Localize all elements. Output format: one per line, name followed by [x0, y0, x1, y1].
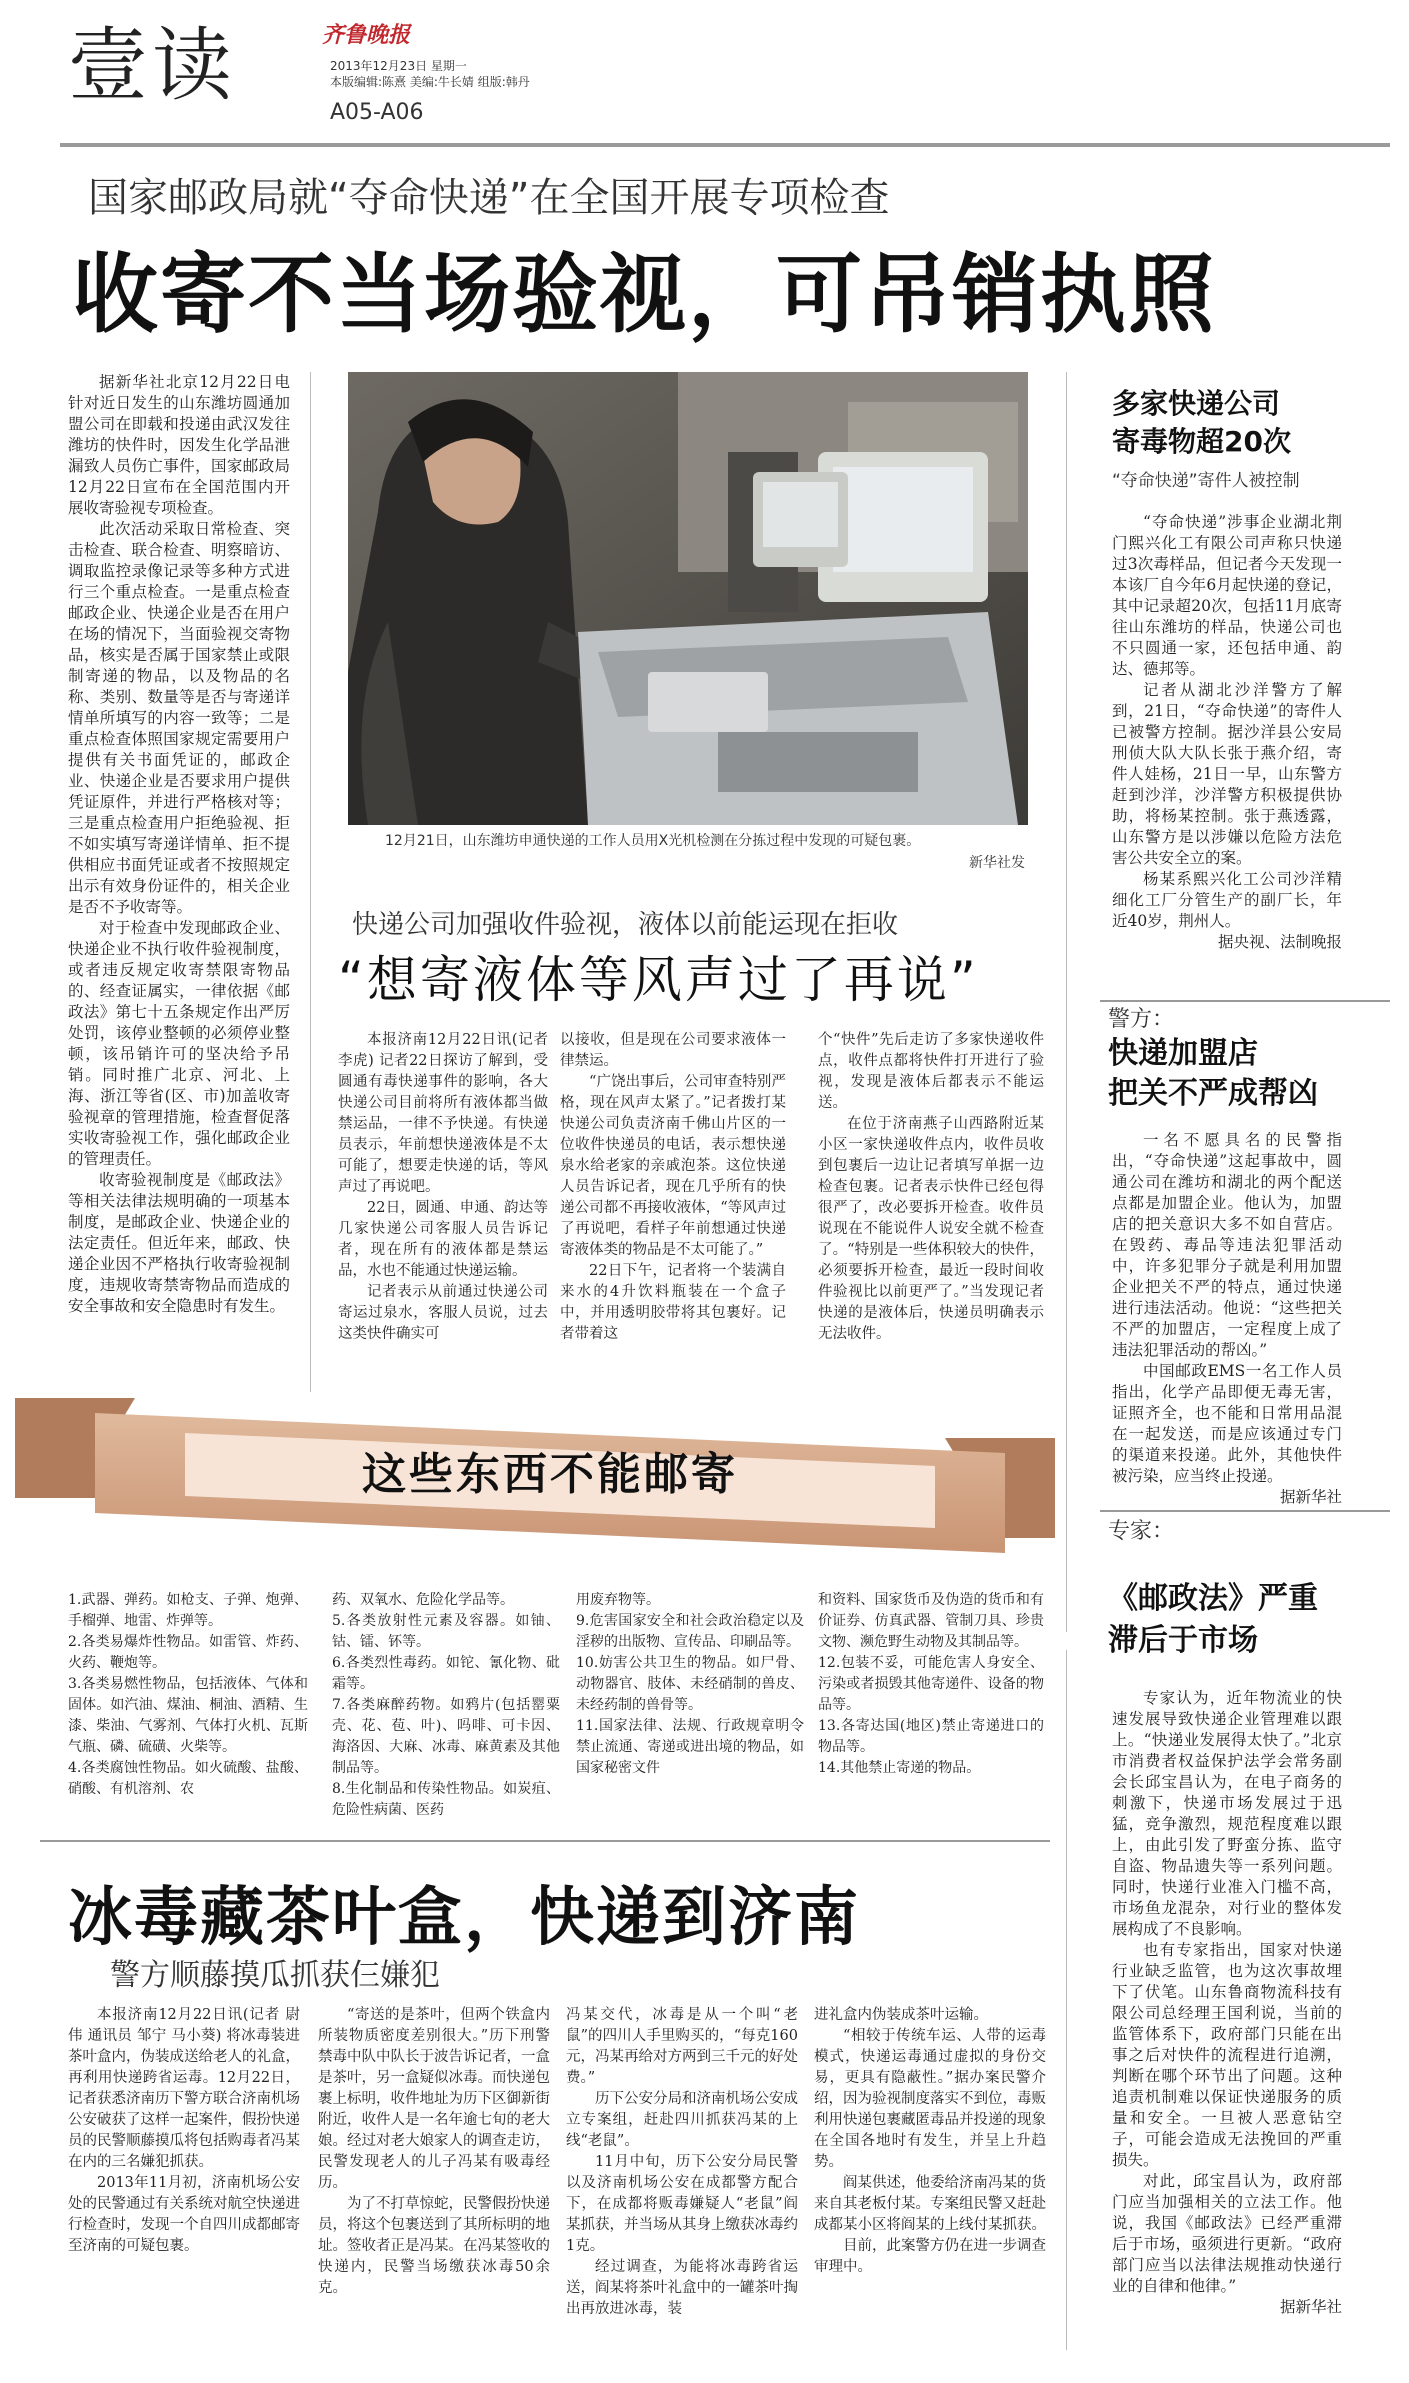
- drug-column-3: [566, 2005, 798, 2320]
- list-item: 2.各类易爆炸性物品。如雷管、炸药、火药、鞭炮等。: [68, 1634, 308, 1671]
- list-item: 10.妨害公共卫生的物品。如尸骨、动物器官、肢体、未经硝制的兽皮、未经药制的兽骨等。: [576, 1655, 804, 1713]
- main-headline: 收寄不当场验视，可吊销执照: [72, 245, 1216, 345]
- list-item: 9.危害国家安全和社会政治稳定以及淫秽的出版物、宣传品、印刷品等。: [576, 1613, 804, 1650]
- paragraph: 杨某系熙兴化工公司沙洋精细化工厂分管生产的副厂长，年近40岁，荆州人。: [1112, 870, 1342, 930]
- paragraph: 目前，此案警方仍在进一步调查审理中。: [814, 2238, 1046, 2275]
- paragraph: 22日，圆通、申通、韵达等几家快递公司客服人员告诉记者，现在所有的液体都是禁运品，水也不能通过快递运输。: [338, 1200, 548, 1279]
- paragraph: 2013年11月初，济南机场公安处的民警通过有关系统对航空快递进行检查时，发现一个自四川成都邮寄至济南的可疑包裹。: [68, 2175, 300, 2254]
- paragraph: 22日下午，记者将一个装满自来水的4升饮料瓶装在一个盒子中，并用透明胶带将其包裹好。记者带着这: [560, 1263, 786, 1342]
- drug-headline: 冰毒藏茶叶盒，快递到济南: [68, 1881, 860, 1955]
- paragraph: 冯某交代，冰毒是从一个叫“老鼠”的四川人手里购买的，“每克160元，冯某再给对方两到三千元的好处费。”: [566, 2007, 798, 2086]
- side1-headline-line1: 多家快递公司: [1112, 387, 1281, 420]
- newspaper-logo: 齐鲁晚报: [322, 22, 411, 48]
- column-divider: [1066, 1650, 1067, 2350]
- list-item: 11.国家法律、法规、行政规章明令禁止流通、寄递或进出境的物品，如国家秘密文件: [576, 1718, 804, 1776]
- section-rule: [40, 1840, 1050, 1842]
- list-item: 药、双氧水、危险化学品等。: [332, 1592, 514, 1608]
- masthead-info: [330, 58, 530, 90]
- side1-headline-line2: 寄毒物超20次: [1112, 425, 1291, 458]
- news-photo: [348, 372, 1028, 825]
- xray-inspection-photo: [348, 372, 1028, 825]
- main-article-column: [68, 372, 290, 1317]
- paragraph: 历下公安分局和济南机场公安成立专案组，赶赴四川抓获冯某的上线“老鼠”。: [566, 2091, 798, 2149]
- paragraph: 对于检查中发现邮政企业、快递企业不执行收件验视制度，或者违反规定收寄禁限寄物品的、经查证属实，一律依据《邮政法》第七十五条规定作出严厉处罚，该停业整顿的必须停业整顿，该吊销许可的坚决给予吊销。同时推广北京、河北、上海、浙江等省(区、市)加盖收寄验视章的管理措施，检查督促落实收寄验视工作，强化邮政企业的管理责任。: [68, 919, 290, 1168]
- list-item: 用废弃物等。: [576, 1592, 660, 1608]
- paragraph: 一名不愿具名的民警指出，“夺命快递”这起事故中，圆通公司在潍坊和湖北的两个配送点都是加盟企业。他认为，加盟店的把关意识大多不如自营店。在毁药、毒品等违法犯罪活动中，许多犯罪分子就是利用加盟企业把关不严的特点，通过快递进行违法活动。他说：“这些把关不严的加盟店，一定程度上成了违法犯罪活动的帮凶。”: [1112, 1131, 1342, 1359]
- paragraph: 记者从湖北沙洋警方了解到，21日，“夺命快递”的寄件人已被警方控制。据沙洋县公安局刑侦大队大队长张于燕介绍，寄件人娃杨，21日一早，山东警方赶到沙洋，沙洋警方积极提供协助，将杨某控制。张于燕透露，山东警方是以涉嫌以危险方法危害公共安全立的案。: [1112, 681, 1342, 867]
- paragraph: 11月中旬，历下公安分局民警以及济南机场公安在成都警方配合下，在成都将贩毒嫌疑人“老鼠”阎某抓获，并当场从其身上缴获冰毒约1克。: [566, 2154, 798, 2254]
- list-item: 12.包装不妥，可能危害人身安全、污染或者损毁其他寄递件、设备的物品等。: [818, 1655, 1044, 1713]
- paragraph: 在位于济南燕子山西路附近某小区一家快递收件点内，收件员收到包裹后一边让记者填写单据一边检查包裹。记者表示快件已经包得很严了，改必要拆开检查。收件员说现在不能说件人说安全就不检查了。“特别是一些体积较大的快件，必须要拆开检查，最近一段时间收件验视比以前更严了。”当发现记者快递的是液体后，快递员明确表示无法收件。: [818, 1116, 1044, 1342]
- photo-caption-block: [385, 830, 1025, 874]
- list-item: 4.各类腐蚀性物品。如火硫酸、盐酸、硝酸、有机溶剂、农: [68, 1760, 308, 1797]
- photo-caption: 12月21日，山东潍坊申通快递的工作人员用X光机检测在分拣过程中发现的可疑包裹。: [385, 833, 921, 849]
- side2-label: 警方：: [1108, 1007, 1175, 1032]
- list-item: 和资料、国家货币及伪造的货币和有价证券、仿真武器、管制刀具、珍贵文物、濒危野生动物及其制品等。: [818, 1592, 1044, 1650]
- paragraph: 记者表示从前通过快递公司寄运过泉水，客服人员说，过去这类快件确实可: [338, 1284, 548, 1342]
- banned-list-column-4: [818, 1590, 1044, 1779]
- side3-article: [1112, 1688, 1342, 2318]
- side3-credit: 据新华社: [1279, 2298, 1342, 2316]
- drug-column-2: [318, 2005, 550, 2299]
- side1-credit: 据央视、法制晚报: [1217, 933, 1342, 951]
- liquid-column-1: [338, 1030, 548, 1345]
- list-item: 5.各类放射性元素及容器。如铀、钴、镭、钚等。: [332, 1613, 560, 1650]
- main-kicker: 国家邮政局就“夺命快递”在全国开展专项检查: [88, 175, 890, 221]
- paragraph: 进礼盒内伪装成茶叶运输。: [814, 2007, 988, 2023]
- liquid-column-3: [818, 1030, 1044, 1345]
- list-item: 6.各类烈性毒药。如铊、氰化物、砒霜等。: [332, 1655, 560, 1692]
- side1-subhead: “夺命快递”寄件人被控制: [1112, 471, 1300, 491]
- paragraph: 经过调查，为能将冰毒跨省运送，阎某将茶叶礼盒中的一罐茶叶掏出再放进冰毒，装: [566, 2259, 798, 2317]
- side3-headline-line1: 《邮政法》严重: [1108, 1581, 1318, 1616]
- paragraph: 据新华社北京12月22日电 针对近日发生的山东潍坊圆通加盟公司在即载和投递由武汉发往潍坊的快件时，因发生化学品泄漏致人员伤亡事件，国家邮政局12月22日宣布在全国范围内开展收寄验视专项检查。: [68, 373, 290, 517]
- drug-column-1: [68, 2005, 300, 2257]
- liquid-column-2: [560, 1030, 786, 1345]
- paragraph: 专家认为，近年物流业的快速发展导致快递企业管理难以跟上。“快递业发展得太快了。”北京市消费者权益保护法学会常务副会长邱宝昌认为，在电子商务的刺激下，快递市场发展过于迅猛，竞争激烈，规范程度难以跟上，由此引发了野蛮分拣、监守自盗、物品遗失等一系列问题。同时，快递行业准入门槛不高，市场鱼龙混杂，对行业的整体发展构成了不良影响。: [1112, 1689, 1342, 1938]
- side3-label: 专家：: [1108, 1519, 1175, 1544]
- side2-headline-line1: 快递加盟店: [1108, 1036, 1258, 1071]
- side3-headline-line2: 滞后于市场: [1108, 1623, 1258, 1658]
- side3-headline: [1108, 1578, 1318, 1662]
- paragraph: 本报济南12月22日讯(记者 尉伟 通讯员 邹宁 马小葵) 将冰毒装进茶叶盒内，伪装成送给老人的礼盒，再利用快递跨省运毒。12月22日，记者获悉济南历下警方联合济南机场公安破获了这样一起案件，假扮快递员的民警顺藤摸瓜将包括购毒者冯某在内的三名嫌犯抓获。: [68, 2007, 300, 2170]
- side3-rule: [1100, 1510, 1390, 1512]
- page-range: A05-A06: [330, 100, 424, 125]
- side2-article: [1112, 1130, 1342, 1508]
- side2-headline-line2: 把关不严成帮凶: [1108, 1076, 1318, 1111]
- side1-article: [1112, 512, 1342, 953]
- column-divider: [1066, 372, 1067, 1632]
- drug-subhead: 警方顺藤摸瓜抓获仨嫌犯: [110, 1958, 440, 1993]
- paragraph: 收寄验视制度是《邮政法》等相关法律法规明确的一项基本制度，是邮政企业、快递企业的法定责任。但近年来，邮政、快递企业因不严格执行收寄验视制度，违规收寄禁寄物品而造成的安全事故和安全隐患时有发生。: [68, 1171, 290, 1315]
- paragraph: 以接收，但是现在公司要求液体一律禁运。: [560, 1032, 786, 1069]
- paragraph: “广饶出事后，公司审查特别严格，现在风声太紧了。”记者拨打某快递公司负责济南千佛山片区的一位收件快递员的电话，表示想快递泉水给老家的亲戚泡茶。这位快递人员告诉记者，现在几乎所有的快递公司都不再接收液体，“等风声过了再说吧，看样子年前想通过快递寄液体类的物品是不太可能了。”: [560, 1074, 786, 1258]
- section-title: 壹读: [68, 19, 236, 112]
- paragraph: 也有专家指出，国家对快递行业缺乏监管，也为这次事故埋下了伏笔。山东鲁商物流科技有限公司总经理王国利说，当前的监管体系下，政府部门只能在出事之后对快件的流程进行追溯，判断在哪个环节出了问题。这种追责机制难以保证快递服务的质量和安全。一旦被人恶意钻空子，可能会造成无法挽回的严重损失。: [1112, 1941, 1342, 2169]
- list-item: 8.生化制品和传染性物品。如炭疽、危险性病菌、医药: [332, 1781, 560, 1818]
- side1-headline: [1112, 385, 1291, 461]
- paragraph: 对此，邱宝昌认为，政府部门应当加强相关的立法工作。他说，我国《邮政法》已经严重滞后于市场，亟须进行更新。“政府部门应当以法律法规推动快递行业的自律和他律。”: [1112, 2172, 1342, 2295]
- paragraph: 此次活动采取日常检查、突击检查、联合检查、明察暗访、调取监控录像记录等多种方式进行三个重点检查。一是重点检查邮政企业、快递企业是否在用户在场的情况下，当面验视交寄物品，核实是否属于国家禁止或限制寄递的物品，以及物品的名称、类别、数量等是否与寄递详情单所填写的内容一致等；二是重点检查体照国家规定需要用户提供有关书面凭证的，邮政企业、快递企业是否要求用户提供凭证原件，并进行严格核对等；三是重点检查用户拒绝验视、拒不如实填写寄递详情单、拒不提供相应书面凭证或者不按照规定出示有效身份证件的，相关企业是否不予收寄等。: [68, 520, 290, 916]
- side2-credit: 据新华社: [1279, 1488, 1342, 1506]
- masthead-rule: [60, 143, 1390, 147]
- side2-headline: [1108, 1034, 1318, 1114]
- liquid-kicker: 快递公司加强收件验视，液体以前能运现在拒收: [352, 910, 899, 940]
- liquid-headline: “想寄液体等风声过了再说”: [338, 951, 979, 1009]
- paragraph: 阎某供述，他委给济南冯某的货来自其老板付某。专案组民警又赶赴成都某小区将阎某的上线付某抓获。: [814, 2175, 1046, 2233]
- list-item: 3.各类易燃性物品，包括液体、气体和固体。如汽油、煤油、桐油、酒精、生漆、柴油、气雾剂、气体打火机、瓦斯气瓶、磷、硫磺、火柴等。: [68, 1676, 308, 1755]
- drug-column-4: [814, 2005, 1046, 2278]
- banned-list-column-2: [332, 1590, 560, 1821]
- paragraph: “相较于传统车运、人带的运毒模式，快递运毒通过虚拟的身份交易，更具有隐蔽性。”据办案民警介绍，因为验视制度落实不到位，毒贩利用快递包裹藏匿毒品并投递的现象在全国各地时有发生，并呈上升趋势。: [814, 2028, 1046, 2170]
- list-item: 13.各寄达国(地区)禁止寄递进口的物品等。: [818, 1718, 1044, 1755]
- paragraph: 个“快件”先后走访了多家快递收件点，收件点都将快件打开进行了验视，发现是液体后都表示不能运送。: [818, 1032, 1044, 1111]
- column-divider: [310, 372, 311, 1392]
- editors-line: 本版编辑:陈熹 美编:牛长婧 组版:韩丹: [330, 75, 530, 89]
- list-item: 1.武器、弹药。如枪支、子弹、炮弹、手榴弹、地雷、炸弹等。: [68, 1592, 308, 1629]
- date-line: 2013年12月23日 星期一: [330, 59, 467, 73]
- list-item: 14.其他禁止寄递的物品。: [818, 1760, 981, 1776]
- photo-credit: 新华社发: [969, 855, 1025, 871]
- banner-title: 这些东西不能邮寄: [362, 1449, 738, 1500]
- banned-list-column-3: [576, 1590, 804, 1779]
- list-item: 7.各类麻醉药物。如鸦片(包括罂粟壳、花、苞、叶)、吗啡、可卡因、海洛因、大麻、冰毒、麻黄素及其他制品等。: [332, 1697, 560, 1776]
- paragraph: 中国邮政EMS一名工作人员指出，化学产品即便无毒无害，证照齐全，也不能和日常用品混在一起发送，而是应该通过专门的渠道来投递。此外，其他快件被污染，应当终止投递。: [1112, 1362, 1342, 1485]
- paragraph: “寄送的是茶叶，但两个铁盒内所装物质密度差别很大。”历下刑警禁毒中队中队长于波告诉记者，一盒是茶叶，另一盒疑似冰毒。而快递包裹上标明，收件地址为历下区御新街附近，收件人是一名年逾七旬的老大娘。经过对老大娘家人的调查走访，民警发现老人的儿子冯某有吸毒经历。: [318, 2007, 550, 2191]
- paragraph: 本报济南12月22日讯(记者 李虎) 记者22日探访了解到，受圆通有毒快递事件的影响，各大快递公司目前将所有液体都当做禁运品，一律不予快递。有快递员表示，年前想快递液体是不太可能了，想要走快递的话，等风声过了再说吧。: [338, 1032, 548, 1195]
- paragraph: 为了不打草惊蛇，民警假扮快递员，将这个包裹送到了其所标明的地址。签收者正是冯某。在冯某签收的快递内，民警当场缴获冰毒50余克。: [318, 2196, 550, 2296]
- paragraph: “夺命快递”涉事企业湖北荆门熙兴化工有限公司声称只快递过3次毒样品，但记者今天发现一本该厂自今年6月起快递的登记，其中记录超20次，包括11月底寄往山东潍坊的样品，快递公司也不只圆通一家，还包括申通、韵达、德邦等。: [1112, 513, 1342, 678]
- banned-list-column-1: [68, 1590, 308, 1800]
